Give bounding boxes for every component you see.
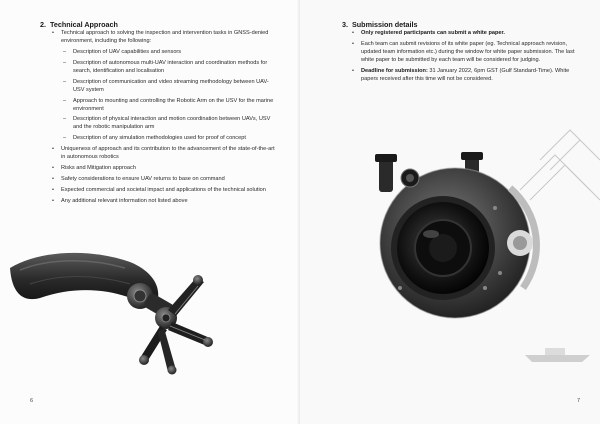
- sub-list-item: – Description of any simulation methodologies used for proof of concept: [61, 135, 278, 143]
- list-item-text: Only registered participants can submit a white paper.: [361, 30, 505, 36]
- list-item-text: Technical approach to solving the inspection and intervention tasks in GNSS-denied environment, including the following:: [61, 30, 269, 44]
- section-number: 2.: [40, 20, 46, 29]
- list-item: • Any additional relevant information not listed above: [52, 198, 278, 206]
- list-item: • Risks and Mitigation approach: [52, 165, 278, 173]
- page-number: 7: [576, 398, 580, 404]
- deadline-text: 31 January 2022, 6pm GST (Gulf Standard-Time). White papers received after this time will not be considered.: [361, 67, 570, 82]
- list-item: • Expected commercial and societal impact and applications of the technical solution: [52, 187, 278, 195]
- section-number: 3.: [342, 20, 348, 29]
- underwater-device-image: [355, 148, 555, 323]
- list-item: • Uniqueness of approach and its contribution to the advancement of the state-of-the-art in autonomous robotics: [52, 146, 278, 162]
- sub-list-item: – Approach to mounting and controlling the Robotic Arm on the USV for the marine environment: [61, 98, 278, 114]
- sub-list-item: – Description of UAV capabilities and sensors: [61, 49, 278, 57]
- sub-list-item: – Description of autonomous multi-UAV interaction and coordination methods for search, identification and localisation: [61, 60, 278, 76]
- list-item: • Each team can submit revisions of its white paper (eg. Technical approach revision, updated team information etc.) during the window for white paper submission. The last white paper to be submitted by each team will be considered for judging.: [352, 41, 580, 65]
- sub-list-item: – Description of communication and video streaming methodology between UAV-USV system: [61, 79, 278, 95]
- section-title: Technical Approach: [50, 20, 118, 29]
- right-page: [300, 0, 600, 424]
- list-item: • Safety considerations to ensure UAV returns to base on command: [52, 176, 278, 184]
- deadline-label: Deadline for submission:: [361, 67, 428, 74]
- sub-list: [61, 49, 278, 143]
- background-boat: [520, 330, 600, 370]
- section-heading-submission-details: [342, 20, 418, 29]
- section-heading-technical-approach: [40, 20, 118, 29]
- technical-approach-list: [52, 30, 278, 209]
- list-item: [352, 68, 580, 84]
- sub-list-item: – Description of physical interaction and motion coordination between UAVs, USV and the robotic manipulation arm: [61, 116, 278, 132]
- list-item: [352, 30, 580, 38]
- page-number: 6: [30, 398, 34, 404]
- section-title: Submission details: [352, 20, 418, 29]
- list-item: [52, 30, 278, 143]
- robotic-arm-image: [0, 240, 300, 424]
- submission-list: [352, 30, 580, 87]
